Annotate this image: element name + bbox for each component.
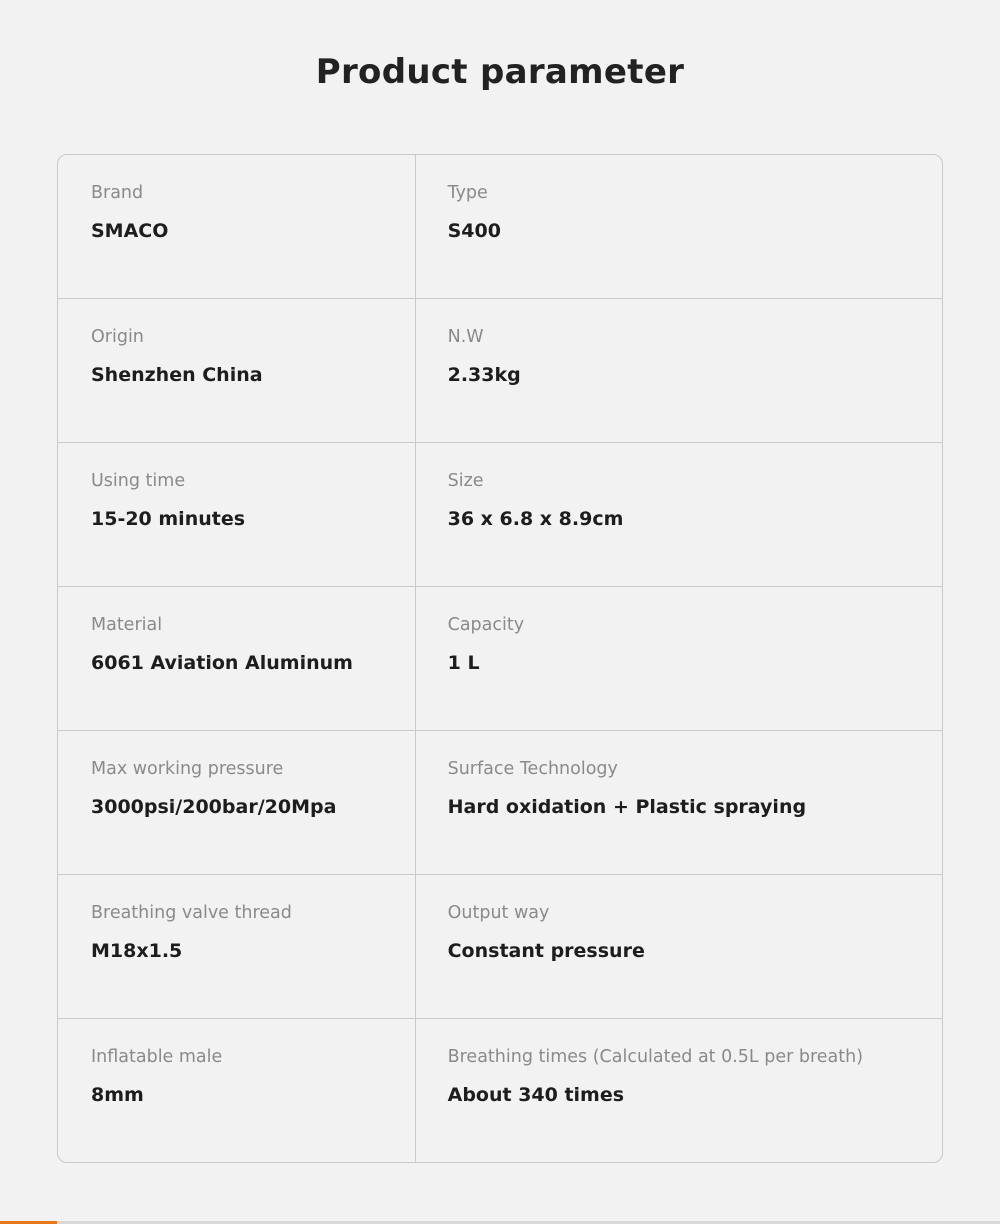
spec-value: 3000psi/200bar/20Mpa — [91, 796, 337, 818]
spec-label: Inflatable male — [91, 1047, 223, 1067]
specification-table — [57, 154, 943, 1163]
spec-cell-brand — [58, 155, 416, 298]
spec-cell-material — [58, 587, 416, 730]
spec-cell-net-weight — [416, 299, 942, 442]
spec-label: Type — [447, 183, 488, 203]
spec-label: Breathing valve thread — [91, 903, 292, 923]
spec-label: Breathing times (Calculated at 0.5L per breath) — [447, 1047, 864, 1067]
table-row — [58, 299, 942, 443]
table-row — [58, 1019, 942, 1162]
bottom-accent-bar — [0, 1218, 1000, 1224]
spec-cell-inflatable-male — [58, 1019, 416, 1162]
spec-cell-output-way — [416, 875, 942, 1018]
spec-label: N.W — [447, 327, 484, 347]
table-row — [58, 443, 942, 587]
spec-value: 2.33kg — [447, 364, 521, 386]
table-row — [58, 731, 942, 875]
spec-value: 36 x 6.8 x 8.9cm — [447, 508, 624, 530]
spec-value: Shenzhen China — [91, 364, 263, 386]
spec-value: Hard oxidation + Plastic spraying — [447, 796, 807, 818]
spec-label: Size — [447, 471, 484, 491]
spec-value: About 340 times — [447, 1084, 625, 1106]
spec-value: SMACO — [91, 220, 169, 242]
spec-cell-type — [416, 155, 942, 298]
spec-value: 1 L — [447, 652, 480, 674]
spec-cell-size — [416, 443, 942, 586]
spec-cell-capacity — [416, 587, 942, 730]
spec-value: 15-20 minutes — [91, 508, 246, 530]
page-title: Product parameter — [315, 52, 685, 92]
spec-value: Constant pressure — [447, 940, 645, 962]
spec-cell-using-time — [58, 443, 416, 586]
spec-value: S400 — [447, 220, 501, 242]
spec-label: Output way — [447, 903, 550, 923]
spec-cell-surface-technology — [416, 731, 942, 874]
spec-cell-max-working-pressure — [58, 731, 416, 874]
spec-label: Surface Technology — [447, 759, 618, 779]
spec-label: Material — [91, 615, 163, 635]
table-row — [58, 155, 942, 299]
spec-label: Origin — [91, 327, 144, 347]
spec-value: 6061 Aviation Aluminum — [91, 652, 353, 674]
spec-value: M18x1.5 — [91, 940, 183, 962]
spec-label: Capacity — [447, 615, 525, 635]
spec-label: Brand — [91, 183, 144, 203]
table-row — [58, 875, 942, 1019]
spec-cell-breathing-valve-thread — [58, 875, 416, 1018]
spec-cell-origin — [58, 299, 416, 442]
spec-label: Max working pressure — [91, 759, 284, 779]
spec-label: Using time — [91, 471, 186, 491]
spec-cell-breathing-times — [416, 1019, 942, 1162]
table-row — [58, 587, 942, 731]
spec-value: 8mm — [91, 1084, 144, 1106]
